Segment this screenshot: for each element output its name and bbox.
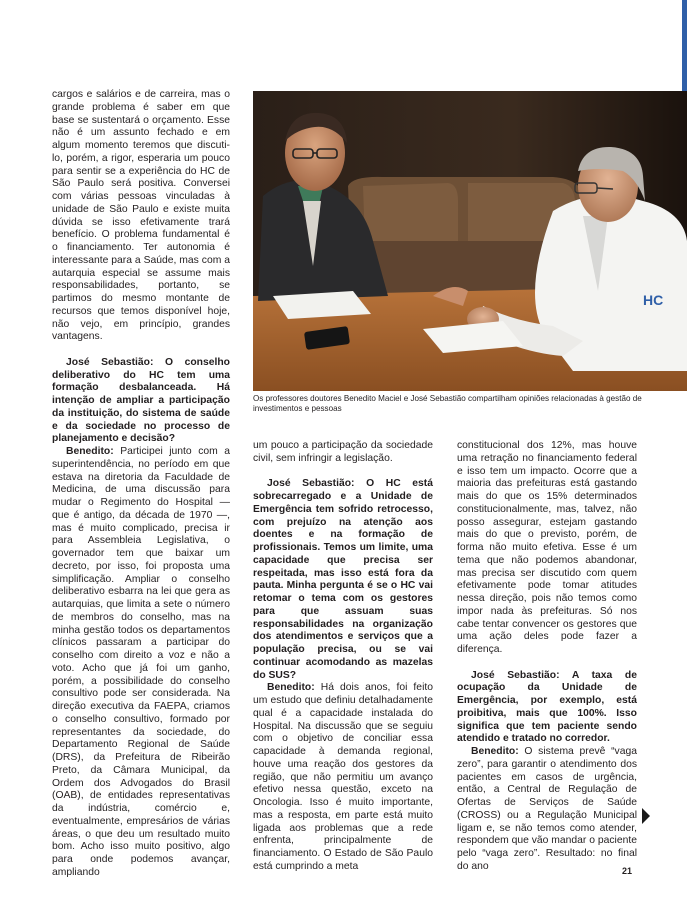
page-number: 21 bbox=[622, 866, 633, 876]
paragraph: um pouco a participação da sociedade civil, sem infringir a legislação. bbox=[253, 440, 433, 464]
interview-answer bbox=[253, 682, 433, 873]
speaker-name: Benedito: bbox=[267, 682, 315, 694]
answer-text: Participei junto com a superintendência, no período em que estava na diretoria da Faculdade de Medicina, de uma discussão para mudar o Regimento do Hospital — que é antigo, da década de 1970 —, mas é muito complicado, precisa ir para Assembleia Legislativa, o governador tem que baixar um decreto, por isso, foi proposta uma simplificação. Ampliar o conselho deliberativo esbarra na lei que gera as autarquias, que limita a sete o número de membros do conselho, mas na minha gestão todos os departamentos clínicos passaram a participar do conselho com direito a voz e não a voto. Acho que já foi um ganho, porém, a possibilidade do conselho consultivo pode ser considerada. Na direção executiva da FAEPA, criamos o conselho consultivo, formado por representantes da sociedade, do Departamento Regional de Saúde (DRS), da Prefeitura de Ribeirão Preto, da Câmara Municipal, da Ordem dos Advogados do Brasil (OAB), de entidades representativas da indústria, comércio e, eventualmente, empresários de várias áreas, o que deu um resultado muito bom. Acho isso muito positivo, algo para onde podemos avançar, ampliando bbox=[52, 446, 230, 878]
continue-arrow-icon bbox=[642, 808, 650, 824]
article-column-1 bbox=[52, 89, 230, 880]
hc-coat-logo: HC bbox=[643, 292, 664, 308]
interview-question: José Sebastião: O HC está sobrecarregado e a Unidade de Emergência tem sofrido retrocesso, com prejuízo na atenção aos doentes e na formação de profissionais. Temos um limite, uma capacidade que precisa ser respeitada, mas isso está fora da pauta. Minha pergunta é se o HC vai retomar o tema com os gestores para que assuam suas responsabilidades na organização dos atendimentos e serviços que a população precisa, ou se vai continuar acomodando as mazelas do SUS? bbox=[253, 478, 433, 681]
answer-text: O sistema prevê “vaga zero”, para garantir o atendimento dos pacientes em casos de urgência, então, a Central de Regulação de Ofertas de Serviços de Saúde (CROSS) ou a Regulação Municipal ligam e, se não temos como atender, respondem que vão mandar o paciente pelo “vaga zero”. Resultado: no final do ano bbox=[457, 746, 637, 872]
speaker-name: Benedito: bbox=[471, 746, 519, 757]
speaker-name: Benedito: bbox=[66, 446, 114, 457]
interview-photo bbox=[253, 91, 687, 391]
interview-answer bbox=[52, 446, 230, 880]
interview-answer bbox=[457, 746, 637, 874]
paragraph: constitucional dos 12%, mas houve uma retração no financiamento federal e isso tem um impacto. Ocorre que a maioria das prefeituras está gastando mais do que os 15% determinados constitucionalmente, mas, talvez, não posso assegurar, estejam gastando mais do que o previsto, porém, de forma não muito efetiva. Esse é um tema que não podemos abandonar, mas precisa ser discutido com quem efetivamente pode tomar atitudes nessa direção, pois não temos como impor nada às prefeituras. Só nos cabe tentar convencer os gestores que uma ação deles pode fazer a diferença. bbox=[457, 440, 637, 655]
article-column-3 bbox=[457, 440, 637, 874]
interview-question: José Sebastião: O conselho deliberativo do HC tem uma formação desbalanceada. Há intenção de ampliar a participação da instituição, do sistema de saúde e da sociedade no processo de planejamento e decisão? bbox=[52, 356, 230, 445]
answer-text: Há dois anos, foi feito um estudo que definiu detalhadamente qual é a capacidade instalada do Hospital. Na discussão que se seguiu com o objetivo de conciliar essa capacidade à demanda regional, houve uma reação dos gestores da região, que não permitiu um avanço efetivo nessa questão, exceto na Oncologia. Isso é muito importante, mas a resposta, em parte está muito ligada aos problemas que a rede enfrenta, principalmente de financiamento. O Estado de São Paulo está cumprindo a meta bbox=[253, 682, 433, 872]
article-column-2 bbox=[253, 440, 433, 874]
paragraph: cargos e salários e de carreira, mas o grande problema é saber em que base se sustentará o orçamento. Esse não é um assunto fechado e em algum momento teremos que discuti-lo, porém, a rigor, esperaria um pouco para sentir se a experiência do HC de São Paulo será positiva. Conversei com várias pessoas vinculadas à unidade de São Paulo e existe muita dúvida se isso efetivamente trará benefício. O problema fundamental é o financiamento. Ter autonomia é interessante para a Saúde, mas com a autarquia especial se assume mais responsabilidades, portanto, se partimos do mesmo montante de recursos que temos disponível hoje, não vejo, em princípio, grandes vantagens. bbox=[52, 89, 230, 343]
interview-question: José Sebastião: A taxa de ocupação da Unidade de Emergência, por exemplo, está proibitiva, mais que 100%. Isso significa que tem paciente sendo atendido e tratado no corredor. bbox=[457, 669, 637, 745]
photo-caption: Os professores doutores Benedito Maciel e José Sebastião compartilham opiniões relacionadas à gestão de investimentos e pessoas bbox=[253, 394, 642, 413]
